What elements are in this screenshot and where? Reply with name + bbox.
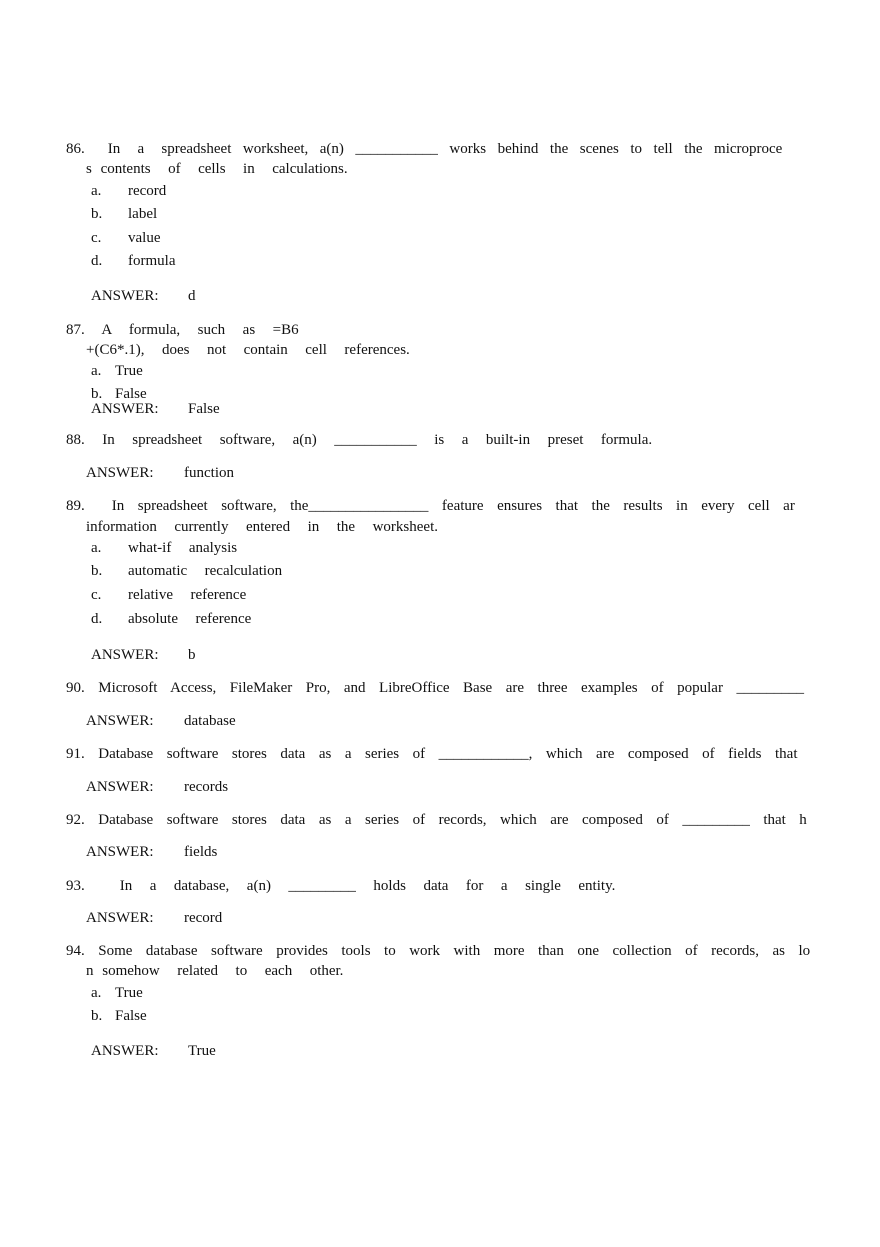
q89-option-b-text: automatic recalculation (128, 563, 283, 579)
q87-stem-line2: +(C6*.1), does not contain cell references. (86, 342, 410, 358)
q94-option-b-letter: b. (91, 1008, 103, 1024)
q87-answer-label: ANSWER: (91, 401, 159, 417)
q86-option-a-letter: a. (91, 183, 102, 199)
q88-answer-value: function (184, 465, 234, 481)
q86-stem-line2: s contents of cells in calculations. (86, 161, 348, 177)
q89-option-d-text: absolute reference (128, 611, 252, 627)
q89-option-b-letter: b. (91, 563, 103, 579)
q94-answer-value: True (188, 1043, 216, 1059)
q86-option-a-text: record (128, 183, 167, 199)
q89-option-c-letter: c. (91, 587, 102, 603)
q89-option-a-letter: a. (91, 540, 102, 556)
q87-stem-line1: 87. A formula, such as =B6 (66, 322, 299, 338)
q92-stem-line1: 92. Database software stores data as a series of records, which are composed of _________ that h (66, 812, 807, 828)
q92-answer-value: fields (184, 844, 218, 860)
q94-option-a-text: True (115, 985, 143, 1001)
q86-option-d-letter: d. (91, 253, 103, 269)
q88-stem-line1: 88. In spreadsheet software, a(n) ___________ is a built-in preset formula. (66, 432, 653, 448)
q87-answer-value: False (188, 401, 220, 417)
q89-answer-label: ANSWER: (91, 647, 159, 663)
q89-option-c-text: relative reference (128, 587, 247, 603)
q92-answer-label: ANSWER: (86, 844, 154, 860)
q87-option-a-text: True (115, 363, 143, 379)
q89-answer-value: b (188, 647, 196, 663)
q86-option-c-letter: c. (91, 230, 102, 246)
q91-answer-label: ANSWER: (86, 779, 154, 795)
q87-option-b-letter: b. (91, 386, 103, 402)
q89-stem-line2: information currently entered in the worksheet. (86, 519, 438, 535)
q87-option-b-text: False (115, 386, 147, 402)
q86-answer-label: ANSWER: (91, 288, 159, 304)
q94-answer-label: ANSWER: (91, 1043, 159, 1059)
q88-answer-label: ANSWER: (86, 465, 154, 481)
q91-stem-line1: 91. Database software stores data as a series of ____________, which are composed of fields that (66, 746, 798, 762)
q89-stem-line1: 89. In spreadsheet software, the________________ feature ensures that the results in every cell ar (66, 498, 795, 514)
q89-option-d-letter: d. (91, 611, 103, 627)
q93-answer-label: ANSWER: (86, 910, 154, 926)
q86-option-b-text: label (128, 206, 158, 222)
q94-stem-line2: n somehow related to each other. (86, 963, 344, 979)
q91-answer-value: records (184, 779, 229, 795)
q86-option-b-letter: b. (91, 206, 103, 222)
q93-stem-line1: 93. In a database, a(n) _________ holds data for a single entity. (66, 878, 616, 894)
q86-option-c-text: value (128, 230, 161, 246)
q94-option-a-letter: a. (91, 985, 102, 1001)
q86-answer-value: d (188, 288, 196, 304)
q89-option-a-text: what-if analysis (128, 540, 238, 556)
q90-stem-line1: 90. Microsoft Access, FileMaker Pro, and LibreOffice Base are three examples of popular _________ (66, 680, 804, 696)
q87-option-a-letter: a. (91, 363, 102, 379)
q93-answer-value: record (184, 910, 223, 926)
q94-option-b-text: False (115, 1008, 147, 1024)
q90-answer-value: database (184, 713, 236, 729)
q90-answer-label: ANSWER: (86, 713, 154, 729)
q94-stem-line1: 94. Some database software provides tools to work with more than one collection of records, as lo (66, 943, 811, 959)
q86-stem-line1: 86. In a spreadsheet worksheet, a(n) ___________ works behind the scenes to tell the microproce (66, 141, 783, 157)
q86-option-d-text: formula (128, 253, 176, 269)
